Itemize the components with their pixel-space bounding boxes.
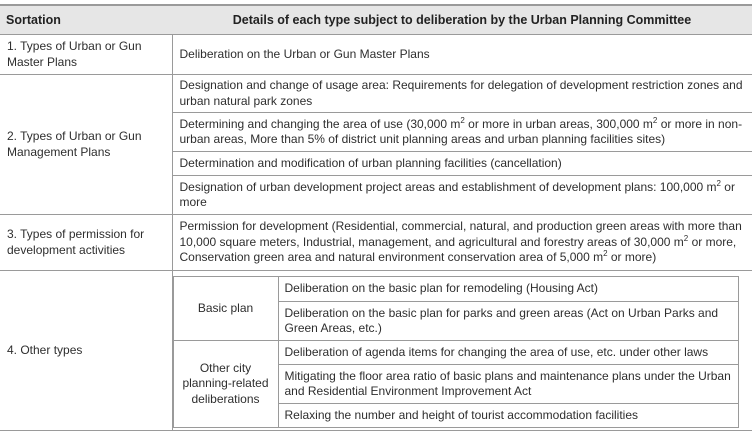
row-other-types	[0, 271, 752, 431]
row-permission	[0, 215, 752, 271]
detail-master-plans: Deliberation on the Urban or Gun Master Plans	[172, 35, 752, 75]
row-master-plans	[0, 35, 752, 75]
item-floor-area-ratio: Mitigating the floor area ratio of basic plans and maintenance plans under the Urban and Residential Environment Improvement Act	[278, 365, 738, 404]
header-sortation: Sortation	[0, 5, 172, 35]
sortation-permission: 3. Types of permission for development activities	[0, 215, 172, 271]
sortation-master-plans: 1. Types of Urban or Gun Master Plans	[0, 35, 172, 75]
other-types-detail	[172, 271, 752, 431]
group-basic-plan: Basic plan	[173, 277, 278, 341]
subrow-other-city-1	[173, 341, 738, 365]
item-tourist-accommodation: Relaxing the number and height of tourist accommodation facilities	[278, 404, 738, 428]
detail-urban-planning-facilities: Determination and modification of urban planning facilities (cancellation)	[172, 152, 752, 176]
detail-permission: Permission for development (Residential, commercial, natural, and production green areas with more than 10,000 square meters, Industrial, management, and agricultural and forestry areas of 30,000 $m^2$ or more, Conservation green area and natural environment conservation area of 5,000 $m^2$ or more)	[172, 215, 752, 271]
sortation-management-plans: 2. Types of Urban or Gun Management Plans	[0, 75, 172, 215]
detail-usage-area-designation: Designation and change of usage area: Requirements for delegation of development restriction zones and urban natural park zones	[172, 75, 752, 113]
item-agenda-items: Deliberation of agenda items for changing the area of use, etc. under other laws	[278, 341, 738, 365]
item-parks-green-areas: Deliberation on the basic plan for parks and green areas (Act on Urban Parks and Green Areas, etc.)	[278, 302, 738, 341]
item-remodeling: Deliberation on the basic plan for remodeling (Housing Act)	[278, 277, 738, 302]
detail-area-of-use: Determining and changing the area of use (30,000 $m^2$ or more in urban areas, 300,000 $m^2$ or more in non-urban areas, More than 5% of district unit planning areas and urban planning facilities sites)	[172, 113, 752, 152]
other-types-subtable	[173, 276, 739, 428]
row-management-1	[0, 75, 752, 113]
subrow-basic-plan-1	[173, 277, 738, 302]
detail-urban-development-project: Designation of urban development project areas and establishment of development plans: 100,000 $m^2$ or more	[172, 176, 752, 215]
deliberation-table	[0, 4, 752, 431]
group-other-city: Other city planning-related deliberations	[173, 341, 278, 428]
header-row	[0, 5, 752, 35]
header-details: Details of each type subject to deliberation by the Urban Planning Committee	[172, 5, 752, 35]
sortation-other-types: 4. Other types	[0, 271, 172, 431]
